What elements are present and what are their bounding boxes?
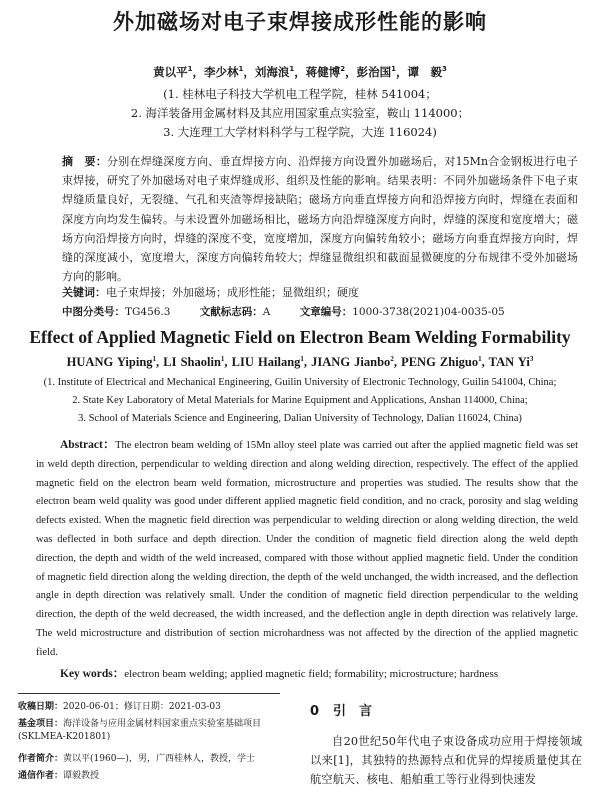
article-no-value: 1000-3738(2021)04-0035-05 bbox=[352, 306, 505, 318]
footnote-label: 通信作者： bbox=[18, 771, 64, 781]
chinese-affiliation-2: 2. 海洋装备用金属材料及其应用国家重点实验室，鞍山 114000； bbox=[130, 106, 470, 120]
chinese-title: 外加磁场对电子束焊接成形性能的影响 bbox=[113, 10, 487, 34]
chinese-affiliation-3: 3. 大连理工大学材料科学与工程学院，大连 116024) bbox=[163, 125, 437, 139]
author-name: 刘海浪 bbox=[254, 65, 290, 79]
author-sup: 3 bbox=[442, 65, 447, 74]
chinese-keywords bbox=[62, 284, 578, 300]
chinese-affiliation-1: (1. 桂林电子科技大学机电工程学院，桂林 541004； bbox=[163, 87, 437, 101]
footnote-divider bbox=[18, 693, 280, 694]
introduction-paragraph: 自20世纪50年代电子束设备成功应用于焊接领域以来[1]，其独特的热源特点和优异的焊接质量使其在航空航天、核电、船舶重工等行业得到快速发 bbox=[310, 735, 582, 786]
english-keywords-text: electron beam welding; applied magnetic field; formability; microstructure; hardness bbox=[124, 668, 499, 680]
english-title: Effect of Applied Magnetic Field on Electron Beam Welding Formability bbox=[29, 327, 571, 347]
author-sup: 1 bbox=[478, 354, 482, 363]
english-abstract-label: Abstract： bbox=[60, 439, 116, 451]
author-name: PENG Zhiguo bbox=[401, 355, 479, 369]
chinese-abstract-text: 分别在焊缝深度方向、垂直焊接方向、沿焊接方向设置外加磁场后，对15Mn合金钢板进行电子束焊接，研究了外加磁场对电子束焊缝成形、组织及性能的影响。结果表明：不同外加磁场条件下电子束焊缝质量良好，无裂缝、气孔和夹渣等焊接缺陷；磁场方向垂直焊接方向和沿焊接方向时，焊缝在表面和深度方向均发生偏转。与未设置外加磁场相比，磁场方向沿焊缝深度方向时，焊缝的深度和宽度增大；磁场方向沿焊接方向时，焊缝的深度不变，宽度增加，深度方向偏转角较小；磁场方向垂直焊接方向时，焊缝的深度减小，宽度增大，深度方向偏转角较大；焊缝显微组织和截面显微硬度的分布规律不受外加磁场方向的影响。 bbox=[62, 155, 579, 284]
footnote-corresponding bbox=[18, 770, 286, 783]
footnote-author-bio bbox=[18, 753, 286, 766]
author-name: 蒋健博 bbox=[305, 65, 341, 79]
author-name: 谭 毅 bbox=[407, 65, 442, 79]
author-sup: 1 bbox=[289, 65, 295, 74]
author-sup: 1 bbox=[187, 65, 193, 74]
classification-line bbox=[62, 304, 578, 319]
clc-value: TG456.3 bbox=[125, 306, 171, 318]
english-affiliation-2: 2. State Key Laboratory of Metal Materials for Marine Equipment and Applications, Anshan 114000, China; bbox=[72, 395, 528, 406]
footnote-received bbox=[18, 701, 286, 714]
author-name: 彭治国 bbox=[356, 65, 392, 79]
author-name: LI Shaolin bbox=[163, 355, 221, 369]
chinese-keywords-label: 关键词： bbox=[62, 286, 106, 299]
english-abstract-text: The electron beam welding of 15Mn alloy steel plate was carried out after the applied magnetic field was set in weld depth direction, perpendicular to welding direction and along welding direction, respectively. The effect of the applied magnetic field on the electron beam weld formation, microstructure and properties was studied. The results show that the electron beam weld quality was good under different applied magnetic field condition, and no crack, porosity and slag welding defects existed. When the magnetic field direction was perpendicular to welding direction or along welding direction, the weld was deflected in both surface and depth direction. Under the condition of magnetic field direction along the weld depth direction, the depth and width of the weld increased, compared with those without applied magnetic field. Under the condition of magnetic field direction along the welding direction, the depth of the weld unchanged, the width increased, and the deflection angle in depth direction was relatively small. Under the condition of magnetic field direction perpendicular to the welding direction, the depth of the weld decreased, the width increased, and the deflection angle in depth direction was relatively large. The weld microstructure and distribution of section microhardness was not affected by the direction of the applied magnetic field. bbox=[36, 440, 579, 658]
article-no-label: 文章编号： bbox=[299, 306, 353, 318]
section-heading bbox=[310, 700, 580, 719]
english-authors: HUANG Yiping$^1$, LI Shaolin$^1$, LIU Hailang$^1$, JIANG Jianbo$^2$, PENG Zhiguo$^1$, TAN Yi$^3$ bbox=[66, 354, 534, 369]
footnote-label: 收稿日期： bbox=[18, 702, 64, 712]
footnote-text: 黄以平(1960—)，男，广西桂林人，教授，学士 bbox=[63, 754, 255, 764]
footnote-text: 2020-06-01；修订日期：2021-03-03 bbox=[63, 702, 221, 712]
english-keywords bbox=[60, 665, 580, 681]
section-number: 0 bbox=[310, 704, 320, 719]
author-sup: 1 bbox=[152, 354, 157, 363]
footnote-funding bbox=[18, 718, 286, 744]
doc-code-label: 文献标志码： bbox=[199, 306, 263, 318]
author-sup: 1 bbox=[391, 65, 396, 74]
author-name: LIU Hailang bbox=[231, 355, 301, 369]
section-title: 引 言 bbox=[333, 704, 373, 719]
clc-label: 中图分类号： bbox=[62, 306, 125, 318]
doc-code-value: A bbox=[262, 306, 271, 318]
author-name: 黄以平 bbox=[153, 65, 188, 79]
author-name: JIANG Jianbo bbox=[311, 355, 391, 369]
author-name: 李少林 bbox=[204, 65, 239, 79]
author-name: TAN Yi bbox=[488, 355, 530, 369]
author-sup: 2 bbox=[340, 65, 346, 74]
english-keywords-label: Key words： bbox=[60, 668, 125, 680]
footnote-text: 海洋设备与应用金属材料国家重点实验室基础项目(SKLMEA-K201801) bbox=[18, 719, 262, 742]
footnote-label: 基金项目： bbox=[18, 719, 64, 729]
author-sup: 2 bbox=[390, 354, 394, 363]
author-name: HUANG Yiping bbox=[66, 355, 153, 369]
english-affiliation-1: (1. Institute of Electrical and Mechanical Engineering, Guilin University of Electronic Technology, Guilin 541004, China; bbox=[43, 377, 557, 388]
chinese-abstract-label: 摘 要： bbox=[62, 155, 107, 168]
footnote-label: 作者简介： bbox=[18, 754, 64, 764]
author-sup: 1 bbox=[220, 354, 225, 363]
chinese-abstract bbox=[62, 152, 578, 286]
author-sup: 1 bbox=[238, 65, 244, 74]
author-sup: 1 bbox=[300, 354, 304, 363]
footnote-text: 谭毅教授 bbox=[63, 771, 100, 781]
chinese-keywords-text: 电子束焊接；外加磁场；成形性能；显微组织；硬度 bbox=[106, 286, 359, 299]
chinese-authors: 黄以平$^1$，李少林$^1$，刘海浪$^1$，蒋健博$^2$，彭治国$^1$，谭 毅$^3$ bbox=[153, 65, 447, 79]
author-sup: 3 bbox=[529, 354, 534, 363]
english-abstract bbox=[36, 436, 578, 663]
english-affiliation-3: 3. School of Materials Science and Engineering, Dalian University of Technology, Dalian 116024, China) bbox=[78, 413, 522, 424]
